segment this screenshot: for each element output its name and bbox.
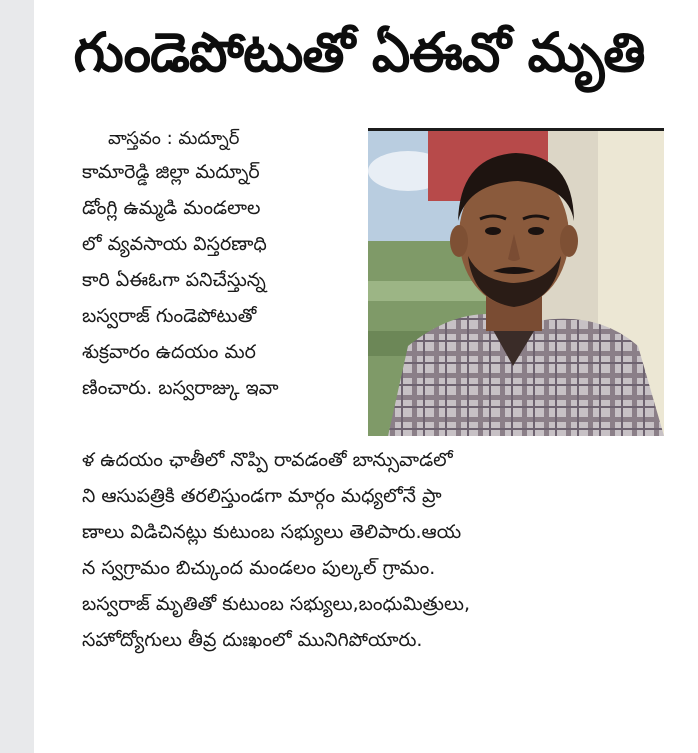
body-line: కామారెడ్డి జిల్లా మద్నూర్ <box>82 161 260 183</box>
body-line: కారి ఏఈఓగా పనిచేస్తున్న <box>82 269 266 291</box>
body-line: న స్వగ్రామం బిచ్కుంద మండలం పుల్కల్ గ్రామం. <box>82 557 436 579</box>
body-line: బస్వరాజ్ మృతితో కుటుంబ సభ్యులు,బంధుమిత్రులు, <box>82 593 471 615</box>
body-line: లో వ్యవసాయ విస్తరణాధి <box>82 233 267 255</box>
body-line: శుక్రవారం ఉదయం మర <box>82 341 256 363</box>
body-line: డోంగ్లి ఉమ్మడి మండలాల <box>82 197 261 219</box>
body-line: ణించారు. బస్వరాజ్కు ఇవా <box>82 377 279 399</box>
body-line: ణాలు విడిచినట్లు కుటుంబ సభ్యులు తెలిపారు.ఆయ <box>82 521 462 543</box>
body-line: సహోద్యోగులు తీవ్ర దుఃఖంలో మునిగిపోయారు. <box>82 629 423 651</box>
article-headline: గుండెపోటుతో ఏఈవో మృతి <box>73 21 645 84</box>
portrait-photo-icon <box>368 131 664 436</box>
portrait-photo <box>368 128 664 436</box>
article-dateline: వాస్తవం : మద్నూర్ <box>108 128 240 149</box>
body-line: ని ఆసుపత్రికి తరలిస్తుండగా మార్గం మధ్యలోనే ప్రా <box>82 485 442 507</box>
body-line: బస్వరాజ్ గుండెపోటుతో <box>82 305 257 327</box>
page-margin <box>0 0 34 753</box>
body-line: ళ ఉదయం ఛాతీలో నొప్పి రావడంతో బాన్సువాడలో <box>82 449 453 471</box>
